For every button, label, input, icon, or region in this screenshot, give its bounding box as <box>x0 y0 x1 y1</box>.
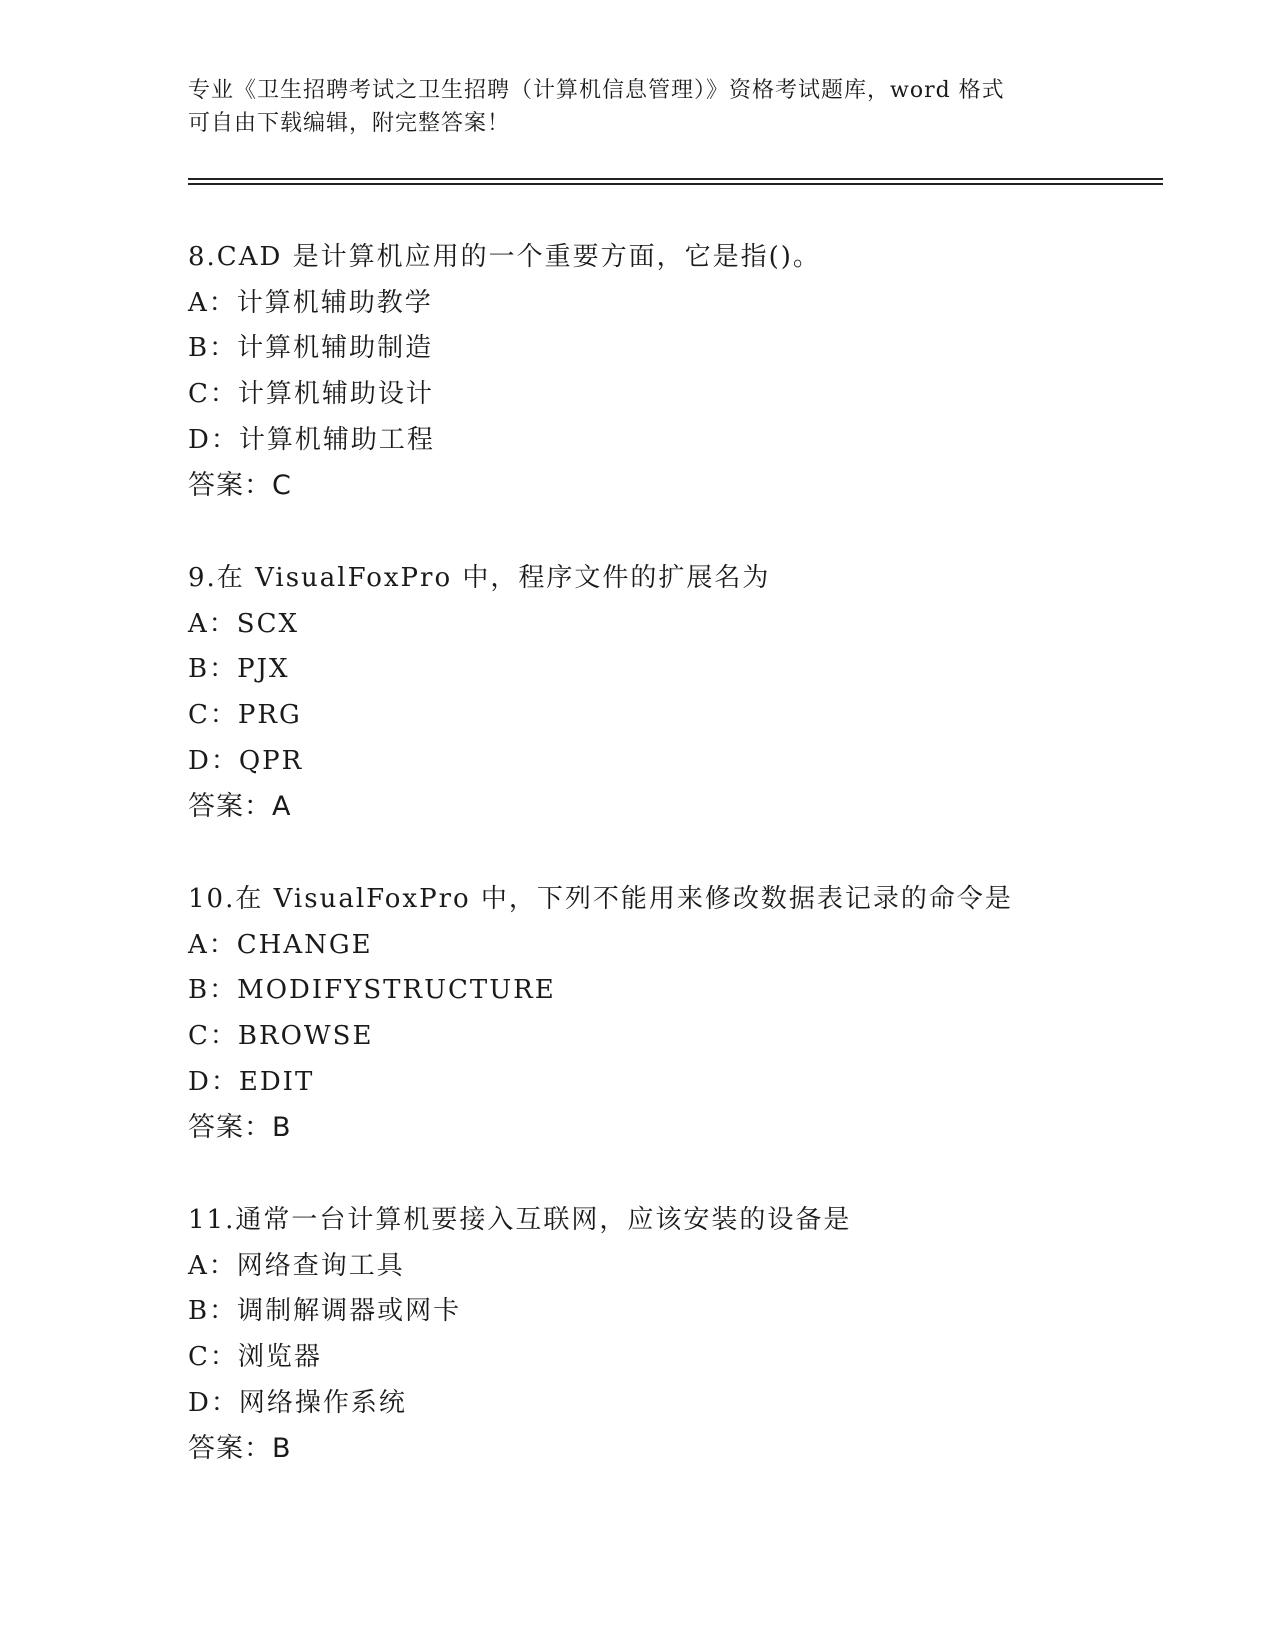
answer-line: 答案：B <box>188 1433 292 1465</box>
option-letter: B： <box>188 1296 238 1327</box>
header-divider-bottom <box>188 183 1163 185</box>
option-letter: B： <box>188 975 238 1006</box>
header-line-2: 可自由下载编辑，附完整答案！ <box>188 111 511 136</box>
option-text: EDIT <box>238 1066 315 1097</box>
header-divider-top <box>188 178 1163 180</box>
option-text: 计算机辅助教学 <box>236 287 433 318</box>
option-d <box>188 418 1148 464</box>
option-text: 浏览器 <box>237 1342 322 1373</box>
question-stem: 11.通常一台计算机要接入互联网，应该安装的设备是 <box>188 1205 852 1235</box>
option-text: 计算机辅助工程 <box>238 424 435 455</box>
option-letter: C： <box>188 1342 238 1373</box>
option-letter: D： <box>188 1066 239 1097</box>
option-letter: A： <box>188 1250 237 1281</box>
option-d <box>188 739 1148 785</box>
question-stem: 8.CAD 是计算机应用的一个重要方面，它是指()。 <box>188 242 821 272</box>
option-letter: D： <box>188 1387 239 1418</box>
option-c <box>188 372 1148 418</box>
question-stem: 10.在 VisualFoxPro 中，下列不能用来修改数据表记录的命令是 <box>188 884 1013 914</box>
option-text: 网络查询工具 <box>236 1250 405 1281</box>
option-text: PJX <box>237 654 290 685</box>
question-block <box>188 1198 1148 1472</box>
option-a <box>188 602 1148 648</box>
option-a <box>188 281 1148 327</box>
option-letter: A： <box>188 287 237 318</box>
option-letter: C： <box>188 1021 238 1052</box>
option-letter: D： <box>188 424 239 455</box>
answer-line: 答案：A <box>188 791 292 823</box>
option-a <box>188 1244 1148 1290</box>
option-letter: B： <box>188 654 238 685</box>
option-text: 计算机辅助制造 <box>237 333 434 364</box>
option-b <box>188 1289 1148 1335</box>
option-c <box>188 1335 1148 1381</box>
question-stem: 9.在 VisualFoxPro 中，程序文件的扩展名为 <box>188 563 771 593</box>
option-d <box>188 1060 1148 1106</box>
option-text: CHANGE <box>236 929 373 960</box>
option-d <box>188 1381 1148 1427</box>
option-letter: A： <box>188 929 237 960</box>
option-text: QPR <box>238 745 304 776</box>
option-letter: D： <box>188 745 239 776</box>
option-a <box>188 923 1148 969</box>
header-line-1: 专业《卫生招聘考试之卫生招聘（计算机信息管理）》资格考试题库，word 格式 <box>188 78 1005 103</box>
option-c <box>188 693 1148 739</box>
option-text: 计算机辅助设计 <box>237 379 434 410</box>
question-block <box>188 877 1148 1151</box>
option-text: SCX <box>236 608 299 639</box>
option-letter: C： <box>188 700 238 731</box>
document-header <box>188 74 1088 140</box>
option-letter: A： <box>188 608 237 639</box>
option-text: BROWSE <box>237 1021 374 1052</box>
option-text: 调制解调器或网卡 <box>237 1296 462 1327</box>
option-text: PRG <box>237 700 302 731</box>
answer-line: 答案：C <box>188 470 292 502</box>
option-b <box>188 326 1148 372</box>
option-b <box>188 968 1148 1014</box>
answer-line: 答案：B <box>188 1112 292 1144</box>
option-b <box>188 647 1148 693</box>
option-letter: B： <box>188 333 238 364</box>
question-block <box>188 556 1148 830</box>
question-block <box>188 235 1148 509</box>
option-c <box>188 1014 1148 1060</box>
option-text: MODIFYSTRUCTURE <box>237 975 556 1006</box>
option-text: 网络操作系统 <box>238 1387 407 1418</box>
option-letter: C： <box>188 379 238 410</box>
